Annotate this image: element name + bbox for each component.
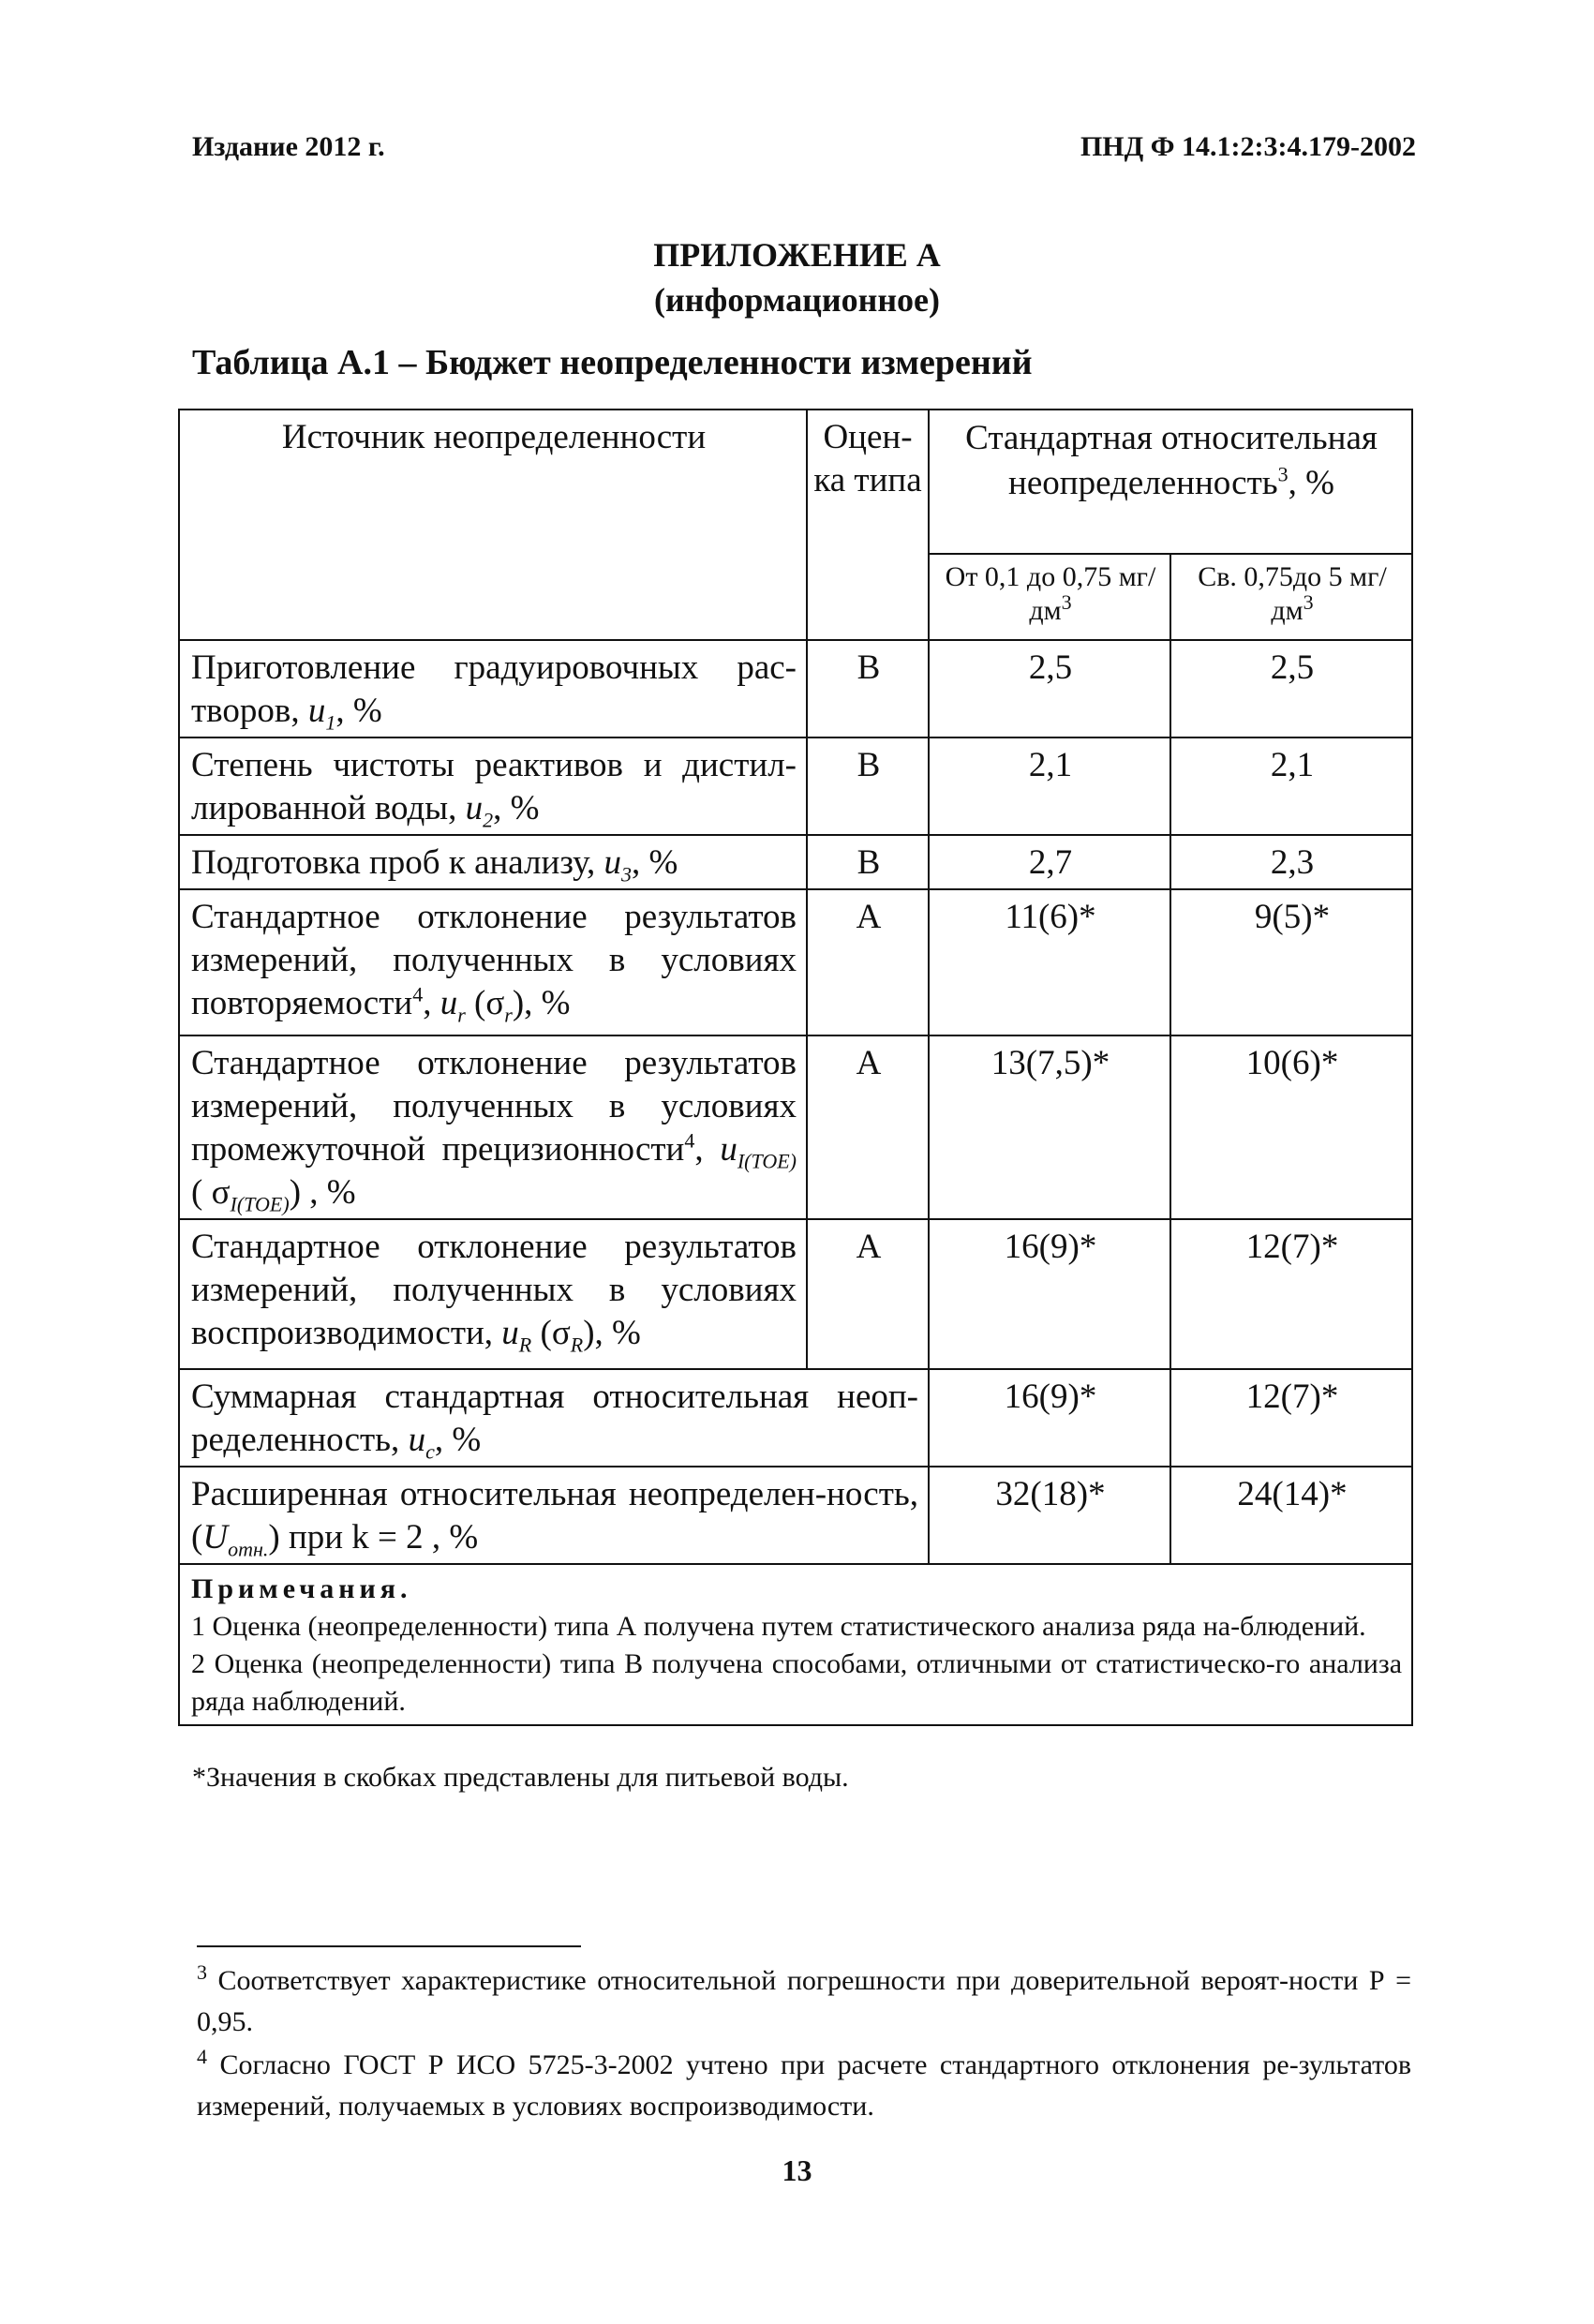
subheader-range-high-label: Св. 0,75до 5 мг/дм bbox=[1198, 561, 1387, 626]
row-source bbox=[179, 1035, 807, 1219]
symbol: u bbox=[501, 1314, 519, 1352]
table-row bbox=[179, 1035, 1412, 1219]
separator: , bbox=[694, 1130, 721, 1169]
drinking-water-note: *Значения в скобках представлены для питьевой воды. bbox=[192, 1762, 849, 1793]
uncertainty-budget-table bbox=[178, 409, 1413, 1726]
footnote-divider bbox=[197, 1945, 581, 1947]
footnote-mark: 4 bbox=[197, 2045, 207, 2068]
footnote-ref: 3 bbox=[1277, 462, 1289, 486]
appendix-subtitle: (информационное) bbox=[653, 281, 941, 319]
row-value-high: 10(6)* bbox=[1170, 1035, 1412, 1219]
table-header-row bbox=[179, 410, 1412, 554]
notes-heading: Примечания. bbox=[191, 1573, 412, 1604]
unit: ), % bbox=[512, 984, 571, 1022]
unit: ), % bbox=[583, 1314, 641, 1352]
total-source bbox=[179, 1369, 929, 1467]
footnote-mark: 3 bbox=[197, 1960, 207, 1984]
symbol-index: 2 bbox=[483, 808, 494, 832]
header-source: Источник неопределенности bbox=[179, 410, 807, 640]
row-type: А bbox=[807, 1035, 929, 1219]
symbol: u bbox=[720, 1130, 737, 1169]
table-row bbox=[179, 889, 1412, 1035]
expanded-row bbox=[179, 1467, 1412, 1564]
footnote-ref: 4 bbox=[412, 982, 424, 1006]
separator: , bbox=[423, 984, 440, 1022]
source-text: Расширенная относительная неопределен-ность, ( bbox=[191, 1475, 918, 1557]
symbol-index: R bbox=[518, 1333, 532, 1357]
row-value-low: 2,1 bbox=[929, 737, 1170, 835]
notes-row bbox=[179, 1564, 1412, 1725]
table-row bbox=[179, 1219, 1412, 1369]
row-source bbox=[179, 889, 807, 1035]
source-text: Стандартное отклонение результатов измерений, полученных в условиях повторяемости bbox=[191, 898, 797, 1022]
row-type: В bbox=[807, 835, 929, 889]
total-row bbox=[179, 1369, 1412, 1467]
row-source bbox=[179, 640, 807, 737]
header-standard-unit: , % bbox=[1288, 464, 1334, 502]
source-text: Стандартное отклонение результатов измерений, полученных в условиях промежуточной прецизионности bbox=[191, 1044, 797, 1169]
row-value-low: 2,7 bbox=[929, 835, 1170, 889]
row-value-low: 11(6)* bbox=[929, 889, 1170, 1035]
symbol: u bbox=[408, 1421, 426, 1459]
sigma-index: R bbox=[570, 1333, 584, 1357]
total-value-high: 12(7)* bbox=[1170, 1369, 1412, 1467]
header-standard-label: Стандартная относительная неопределенность bbox=[965, 419, 1378, 502]
page-number: 13 bbox=[782, 2153, 812, 2187]
symbol-index: r bbox=[457, 1003, 466, 1027]
row-source bbox=[179, 835, 807, 889]
row-type: А bbox=[807, 1219, 929, 1369]
unit: , % bbox=[434, 1421, 482, 1459]
footnote-text: Соответствует характеристике относительной погрешности при доверительной вероят-ности Р = 0,95. bbox=[197, 1965, 1411, 2037]
source-text: Приготовление градуировочных рас-творов, bbox=[191, 648, 797, 730]
expanded-source bbox=[179, 1467, 929, 1564]
table-notes bbox=[179, 1564, 1412, 1725]
sigma-index: r bbox=[504, 1003, 513, 1027]
table-row bbox=[179, 737, 1412, 835]
sigma: (σ bbox=[465, 984, 505, 1022]
unit-power: 3 bbox=[1061, 590, 1072, 614]
row-value-high: 2,3 bbox=[1170, 835, 1412, 889]
symbol-index: 3 bbox=[620, 862, 632, 886]
row-type: А bbox=[807, 889, 929, 1035]
footnote-ref: 4 bbox=[684, 1128, 695, 1153]
edition-label: Издание 2012 г. bbox=[192, 131, 385, 162]
appendix-title: ПРИЛОЖЕНИЕ А bbox=[653, 236, 941, 274]
symbol-index: отн. bbox=[228, 1537, 269, 1561]
unit: , % bbox=[335, 692, 382, 730]
subheader-range-high bbox=[1170, 554, 1412, 640]
symbol: u bbox=[465, 789, 484, 827]
row-value-high: 2,1 bbox=[1170, 737, 1412, 835]
symbol: u bbox=[439, 984, 458, 1022]
symbol-index: 1 bbox=[325, 710, 336, 735]
table-row bbox=[179, 835, 1412, 889]
total-value-low: 16(9)* bbox=[929, 1369, 1170, 1467]
document-code: ПНД Ф 14.1:2:3:4.179-2002 bbox=[1080, 131, 1416, 162]
header-standard-uncertainty bbox=[929, 410, 1412, 554]
coverage-factor: ) при k = 2 , % bbox=[268, 1518, 479, 1557]
row-type: В bbox=[807, 737, 929, 835]
unit: ) , % bbox=[289, 1173, 356, 1212]
row-value-high: 2,5 bbox=[1170, 640, 1412, 737]
row-value-low: 13(7,5)* bbox=[929, 1035, 1170, 1219]
sigma: (σ bbox=[531, 1314, 571, 1352]
unit-power: 3 bbox=[1303, 590, 1314, 614]
symbol-index: I(TOE) bbox=[737, 1149, 797, 1173]
footnote-text: Согласно ГОСТ Р ИСО 5725-3-2002 учтено при расчете стандартного отклонения ре-зультатов измерений, получаемых в условиях воспроизводимости. bbox=[197, 2049, 1411, 2122]
source-text: Подготовка проб к анализу, bbox=[191, 843, 604, 882]
symbol-index: c bbox=[425, 1439, 435, 1464]
row-value-high: 12(7)* bbox=[1170, 1219, 1412, 1369]
expanded-value-low: 32(18)* bbox=[929, 1467, 1170, 1564]
unit: , % bbox=[631, 843, 678, 882]
symbol: U bbox=[202, 1518, 229, 1557]
row-value-high: 9(5)* bbox=[1170, 889, 1412, 1035]
row-value-low: 2,5 bbox=[929, 640, 1170, 737]
note-1: 1 Оценка (неопределенности) типа А получена путем статистического анализа ряда на-блюдений. bbox=[191, 1611, 1366, 1642]
expanded-value-high: 24(14)* bbox=[1170, 1467, 1412, 1564]
header-type: Оцен-ка типа bbox=[807, 410, 929, 640]
table-caption: Таблица А.1 – Бюджет неопределенности измерений bbox=[192, 343, 1033, 382]
unit: , % bbox=[493, 789, 540, 827]
sigma-index: I(TOE) bbox=[230, 1192, 290, 1216]
sigma: ( σ bbox=[191, 1173, 231, 1212]
subheader-range-low-label: От 0,1 до 0,75 мг/дм bbox=[945, 561, 1156, 626]
row-value-low: 16(9)* bbox=[929, 1219, 1170, 1369]
source-text: Стандартное отклонение результатов измерений, полученных в условиях воспроизводимости, bbox=[191, 1228, 797, 1352]
source-text: Суммарная стандартная относительная неоп-ределенность, bbox=[191, 1378, 918, 1459]
source-text: Степень чистоты реактивов и дистил-лированной воды, bbox=[191, 746, 797, 827]
footnote-4 bbox=[197, 2045, 1411, 2127]
symbol: u bbox=[603, 843, 621, 882]
footnote-3 bbox=[197, 1960, 1411, 2043]
row-source bbox=[179, 737, 807, 835]
symbol: u bbox=[307, 692, 326, 730]
table-row bbox=[179, 640, 1412, 737]
subheader-range-low bbox=[929, 554, 1170, 640]
note-2: 2 Оценка (неопределенности) типа В получена способами, отличными от статистическо-го анализа ряда наблюдений. bbox=[191, 1648, 1403, 1717]
row-type: В bbox=[807, 640, 929, 737]
row-source bbox=[179, 1219, 807, 1369]
